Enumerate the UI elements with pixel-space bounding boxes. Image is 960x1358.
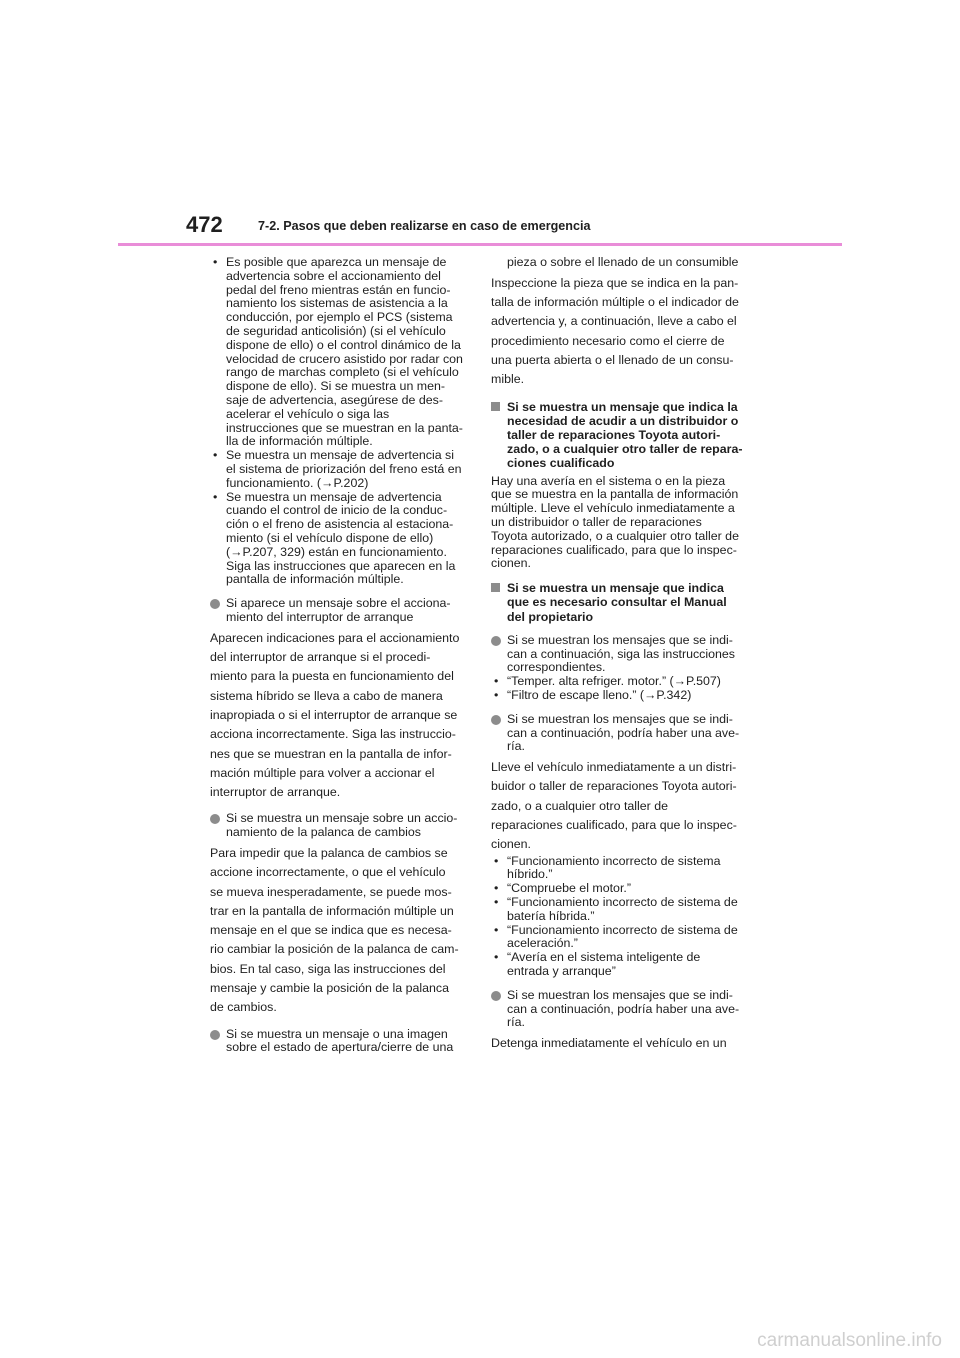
square-bullet-icon (491, 583, 500, 592)
square-bullet-icon (491, 402, 500, 411)
disc-bullet-icon (491, 636, 501, 646)
bullet-item: • “Compruebe el motor.” (491, 882, 749, 896)
section-heading-owners-manual (491, 581, 749, 624)
paragraph: Detenga inmediatamente el vehículo en un (491, 1036, 727, 1051)
section-heading-dealer (491, 400, 749, 471)
chapter-title: 7-2. Pasos que deben realizarse en caso de emergencia (258, 219, 591, 233)
heading-text: Si se muestra un mensaje o una imagen sobre el estado de apertura/cierre de una (226, 1026, 454, 1055)
heading-text: Si aparece un mensaje sobre el acciona- miento del interruptor de arranque (226, 596, 451, 624)
bullet-item: • “Avería en el sistema inteligente de entrada y arranque” (491, 951, 749, 979)
disc-bullet-icon (210, 1030, 220, 1040)
paragraph: Lleve el vehículo inmediatamente a un distri- buidor o taller de reparaciones Toyota autori- zado, o a cualquier otro taller de reparaciones cualificado, para que lo inspec- cionen. (491, 760, 737, 852)
watermark: carmanualsonline.info (757, 1330, 942, 1351)
message-bullet-list (491, 675, 749, 703)
subheading-follow-instructions (491, 634, 749, 675)
heading-text: Si se muestra un mensaje sobre un accio- namiento de la palanca de cambios (226, 811, 458, 840)
left-column (210, 256, 468, 1055)
heading-text: Si se muestran los mensajes que se indi- can a continuación, podría haber una ave- ría. (507, 711, 740, 754)
header-rule (118, 243, 842, 246)
disc-bullet-icon (491, 991, 501, 1001)
disc-bullet-icon (491, 715, 501, 725)
bullet-item: • “Filtro de escape lleno.” (→P.342) (491, 689, 749, 703)
bullet-item: • Se muestra un mensaje de advertencia si el sistema de priorización del freno está en funcionamiento. (→P.202) (210, 449, 468, 490)
paragraph: Inspeccione la pieza que se indica en la pan- talla de información múltiple o el indicador de advertencia y, a continuación, lleve a cabo el procedimiento necesario como el cierre de una puerta abierta o el llenado de un consu- mible. (491, 275, 739, 387)
section-heading-open-close (210, 1028, 468, 1056)
subheading-possible-fault (491, 713, 749, 754)
disc-bullet-icon (210, 599, 220, 609)
bullet-item: • “Temper. alta refriger. motor.” (→P.507) (491, 675, 749, 689)
paragraph: Para impedir que la palanca de cambios se accione incorrectamente, o que el vehículo se mueva inesperadamente, se puede mos- trar en la pantalla de información múltiple un mensaje en el que se indica que es necesa- rio cambiar la posición de la palanca de cam- bios. En tal caso, siga las instrucciones del mensaje y cambie la posición de la palanca de cambios. (210, 845, 459, 1015)
heading-text: Si se muestra un mensaje que indica la necesidad de acudir a un distribuidor o taller de reparaciones Toyota autori- zado, o a cualquier otro taller de repara- ciones cualificado (507, 399, 743, 471)
section-heading-start-switch (210, 597, 468, 625)
disc-bullet-icon (210, 814, 220, 824)
bullet-item: • “Funcionamiento incorrecto de sistema de aceleración.” (491, 924, 749, 952)
page-number: 472 (186, 212, 223, 237)
bullet-item: • “Funcionamiento incorrecto de sistema de batería híbrida.” (491, 896, 749, 924)
section-heading-continuation: pieza o sobre el llenado de un consumible (507, 255, 739, 269)
right-column (491, 256, 749, 1054)
heading-text: Si se muestran los mensajes que se indi- can a continuación, siga las instrucciones correspondientes. (507, 632, 735, 675)
subheading-stop-vehicle (491, 989, 749, 1030)
bullet-item: • Se muestra un mensaje de advertencia cuando el control de inicio de la conduc- ción o el freno de asistencia al estaciona- miento (si el vehículo dispone de ello) (→P.207, 329) están en funcionamiento. Siga las instrucciones que aparecen en la pantalla de información múltiple. (210, 491, 468, 588)
bullet-item: • “Funcionamiento incorrecto de sistema híbrido.” (491, 855, 749, 883)
paragraph: Hay una avería en el sistema o en la pieza que se muestra en la pantalla de información múltiple. Lleve el vehículo inmediatamente a un distribuidor o taller de reparaciones Toyota autorizado, o a cualquier otro taller de reparaciones cualificado, para que lo inspec- cionen. (491, 473, 739, 571)
section-heading-shift-lever (210, 812, 468, 840)
warning-bullet-list (210, 256, 468, 587)
heading-text: Si se muestran los mensajes que se indi- can a continuación, podría haber una ave- ría. (507, 987, 740, 1030)
heading-text: Si se muestra un mensaje que indica que es necesario consultar el Manual del propietario (507, 581, 727, 624)
paragraph: Aparecen indicaciones para el accionamiento del interruptor de arranque si el procedi- miento para la puesta en funcionamiento del sistema híbrido se lleva a cabo de manera inapropiada o si el interruptor de arranque se acciona incorrectamente. Siga las instruccio- nes que se muestran en la pantalla de infor- mación múltiple para volver a accionar el interruptor de arranque. (210, 630, 460, 800)
bullet-item: • Es posible que aparezca un mensaje de advertencia sobre el accionamiento del pedal del freno mientras están en funcio- namiento los sistemas de asistencia a la conducción, por ejemplo el PCS (sistema de seguridad anticolisión) (si el vehículo dispone de ello) o el control dinámico de la velocidad de crucero asistido por radar con rango de marchas completo (si el vehículo dispone de ello). Si se muestra un men- saje de advertencia, asegúrese de des- acelerar el vehículo o siga las instrucciones que se muestran en la panta- lla de información múltiple. (210, 256, 468, 449)
message-bullet-list (491, 855, 749, 979)
